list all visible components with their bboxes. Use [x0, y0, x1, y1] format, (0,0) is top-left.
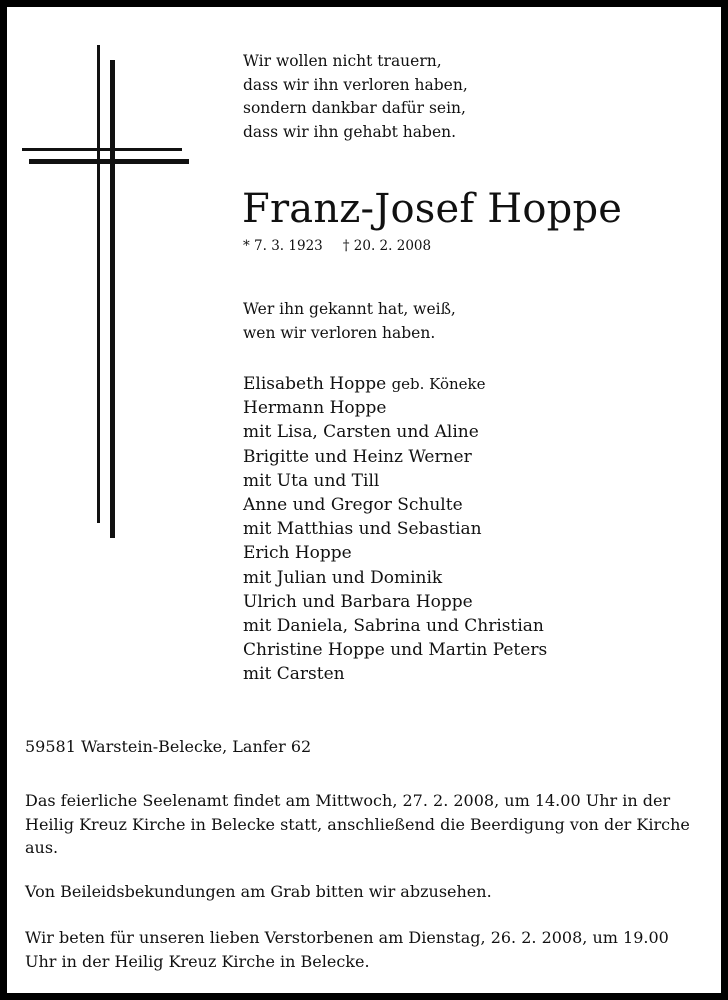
mourner-line: Ulrich und Barbara Hoppe	[243, 591, 473, 612]
maiden-name-note: geb. Köneke	[391, 375, 486, 393]
prayer-service-paragraph: Wir beten für unseren lieben Verstorbenen am Dienstag, 26. 2. 2008, um 19.00 Uhr in der Heilig Kreuz Kirche in Belecke.	[25, 928, 669, 971]
verse-line: dass wir ihn gehabt haben.	[243, 122, 457, 141]
verse-line: sondern dankbar dafür sein,	[243, 99, 466, 117]
funeral-mass-paragraph: Das feierliche Seelenamt findet am Mittwoch, 27. 2. 2008, um 14.00 Uhr in der Heilig Kreuz Kirche in Belecke statt, anschließend die Beerdigung von der Kirche aus.	[25, 791, 690, 857]
mourner-line: mit Daniela, Sabrina und Christian	[243, 616, 544, 637]
verse-line: dass wir ihn verloren haben,	[243, 75, 468, 94]
opening-verse	[243, 50, 468, 144]
mourner-line: Erich Hoppe	[243, 543, 352, 564]
condolence-request-paragraph: Von Beileidsbekundungen am Grab bitten wir abzusehen.	[25, 882, 492, 901]
death-date: † 20. 2. 2008	[342, 238, 432, 254]
second-verse	[243, 298, 456, 345]
mourner-line: mit Uta und Till	[243, 470, 380, 491]
family-address: 59581 Warstein-Belecke, Lanfer 62	[25, 737, 312, 756]
verse-line: Wir wollen nicht trauern,	[243, 52, 442, 70]
mourner-line: Christine Hoppe und Martin Peters	[243, 640, 548, 661]
mourner-line: Brigitte und Heinz Werner	[243, 446, 472, 467]
mourner-line: Hermann Hoppe	[243, 398, 387, 419]
deceased-name: Franz-Josef Hoppe	[242, 186, 623, 232]
mourner-line: Anne und Gregor Schulte	[243, 495, 463, 516]
birth-date: * 7. 3. 1923	[243, 238, 323, 254]
mourners-list	[243, 372, 547, 687]
verse-line: wen wir verloren haben.	[243, 323, 436, 342]
mourner-line: mit Julian und Dominik	[243, 567, 443, 588]
life-dates	[243, 236, 431, 256]
mourner-line: mit Lisa, Carsten und Aline	[243, 422, 479, 443]
verse-line: Wer ihn gekannt hat, weiß,	[243, 300, 456, 318]
mourner-line: mit Carsten	[243, 664, 345, 685]
mourner-line: mit Matthias und Sebastian	[243, 519, 482, 540]
mourner-line	[243, 372, 547, 396]
mourner-name: Elisabeth Hoppe	[243, 374, 387, 394]
